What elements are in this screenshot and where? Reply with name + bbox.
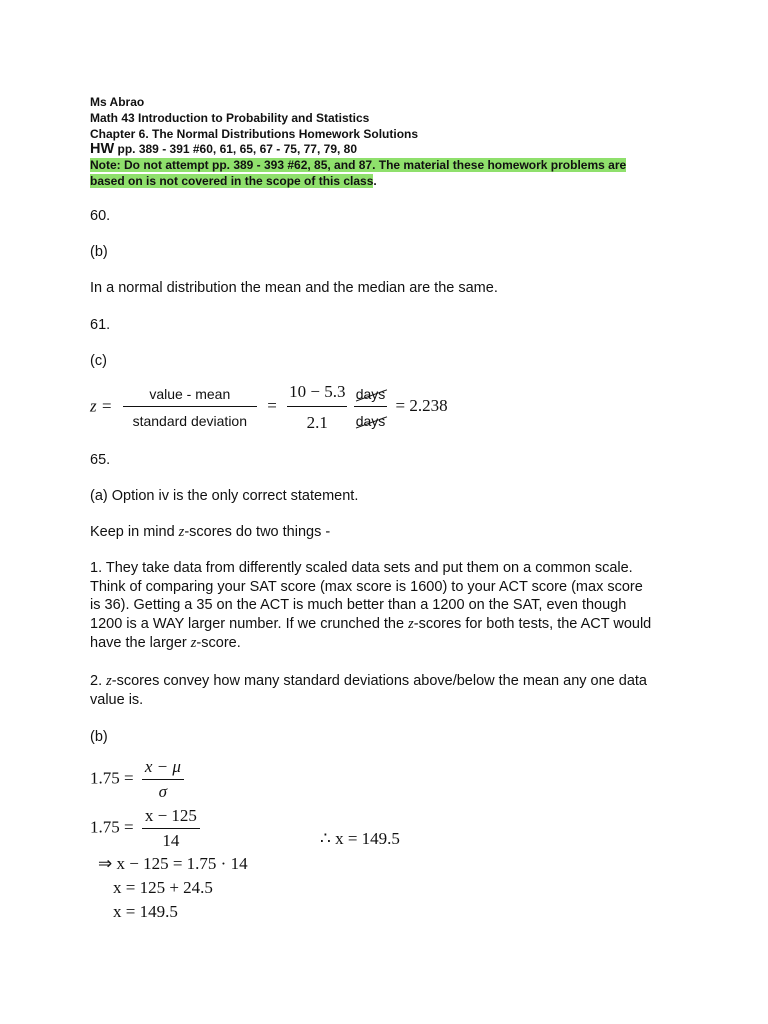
therefore-result: ∴ x = 149.5 [320, 829, 400, 848]
problem-60-number: 60. [90, 208, 111, 224]
hw-assignment [90, 141, 357, 157]
keep-pre: Keep in mind [90, 524, 179, 540]
z-italic: z [178, 524, 185, 540]
equation-line-5: x = 149.5 [113, 902, 178, 921]
eq1-numerator: x − μ [142, 757, 184, 780]
z-values-denominator: 2.1 [306, 413, 328, 432]
item1-line1: 1. They take data from differently scaled data sets and put them on a common scale. [90, 560, 633, 576]
z-values-numerator [287, 382, 347, 407]
item1-line5-post: -score. [196, 635, 241, 651]
eq2-denominator: 14 [162, 831, 180, 850]
z-lhs: z = [90, 396, 113, 416]
problem-60-answer: In a normal distribution the mean and the median are the same. [90, 280, 498, 296]
item1-line4-pre: 1200 is a WAY larger number. If we crunched the [90, 616, 409, 632]
units-fraction [354, 386, 388, 429]
item1-line5-pre: have the larger [90, 635, 191, 651]
note-line-2 [90, 173, 377, 189]
item1-line5 [90, 634, 241, 653]
cancelled-days-bottom: days [355, 413, 386, 429]
eq2-numerator: x − 125 [142, 806, 200, 829]
eq1-fraction [142, 757, 184, 802]
note-line-1 [90, 157, 626, 173]
chapter-title: Chapter 6. The Normal Distributions Homework Solutions [90, 127, 419, 141]
note-highlight-1: Note: Do not attempt pp. 389 - 393 #62, 85, and 87. The material these homework problems are [90, 158, 627, 172]
eq1-lhs: 1.75 = [90, 768, 134, 788]
problem-61-number: 61. [90, 317, 111, 333]
keep-post: -scores do two things - [184, 524, 331, 540]
note-highlight-2: based on is not covered in the scope of this class [90, 174, 374, 188]
note-period: . [373, 174, 377, 188]
cancelled-days-top: days [355, 386, 386, 402]
z-italic: z [106, 673, 112, 689]
problem-65-part-a: (a) Option iv is the only correct statement. [90, 488, 359, 504]
problem-60-part: (b) [90, 244, 108, 260]
item2-line1 [90, 672, 647, 691]
z-italic: z [408, 616, 414, 632]
problem-65-number: 65. [90, 452, 111, 468]
equation-line-4: x = 125 + 24.5 [113, 878, 213, 897]
eq2-lhs: 1.75 = [90, 817, 134, 837]
problem-65-part-b: (b) [90, 729, 108, 745]
teacher-name: Ms Abrao [90, 95, 145, 109]
problem-61-part: (c) [90, 353, 107, 369]
z-formula-numerator: value - mean [123, 386, 257, 407]
equals-sign: = [267, 396, 277, 416]
equation-line-2 [90, 806, 200, 851]
z-italic: z [190, 635, 197, 651]
units-numerator [354, 386, 388, 407]
hw-pages: pp. 389 - 391 #60, 61, 65, 67 - 75, 77, 79, 80 [114, 142, 358, 156]
equation-line-1 [90, 757, 184, 802]
equation-line-3: ⇒ x − 125 = 1.75 · 14 [98, 854, 248, 873]
item2-line2: value is. [90, 692, 144, 708]
item2-line1-post: -scores convey how many standard deviations above/below the mean any one data [111, 673, 647, 689]
item1-line4 [90, 615, 651, 634]
z-score-equation [90, 382, 448, 433]
eq1-denominator: σ [158, 782, 168, 801]
eq2-fraction [142, 806, 200, 851]
keep-in-mind-line [90, 523, 330, 542]
numerator-value: 10 − 5.3 [289, 382, 346, 401]
z-result: = 2.238 [395, 396, 448, 416]
item2-pre: 2. [90, 673, 107, 689]
item1-line4-post: -scores for both tests, the ACT would [413, 616, 652, 632]
hw-label: HW [90, 141, 115, 157]
course-title: Math 43 Introduction to Probability and Statistics [90, 111, 370, 125]
z-values-fraction [287, 382, 347, 433]
item1-line3: is 36). Getting a 35 on the ACT is much better than a 1200 on the SAT, even though [90, 597, 627, 613]
z-formula-denominator: standard deviation [132, 413, 248, 429]
z-formula-fraction [123, 386, 257, 429]
item1-line2: Think of comparing your SAT score (max score is 1600) to your ACT score (max score [90, 579, 643, 595]
units-denominator [354, 407, 388, 429]
